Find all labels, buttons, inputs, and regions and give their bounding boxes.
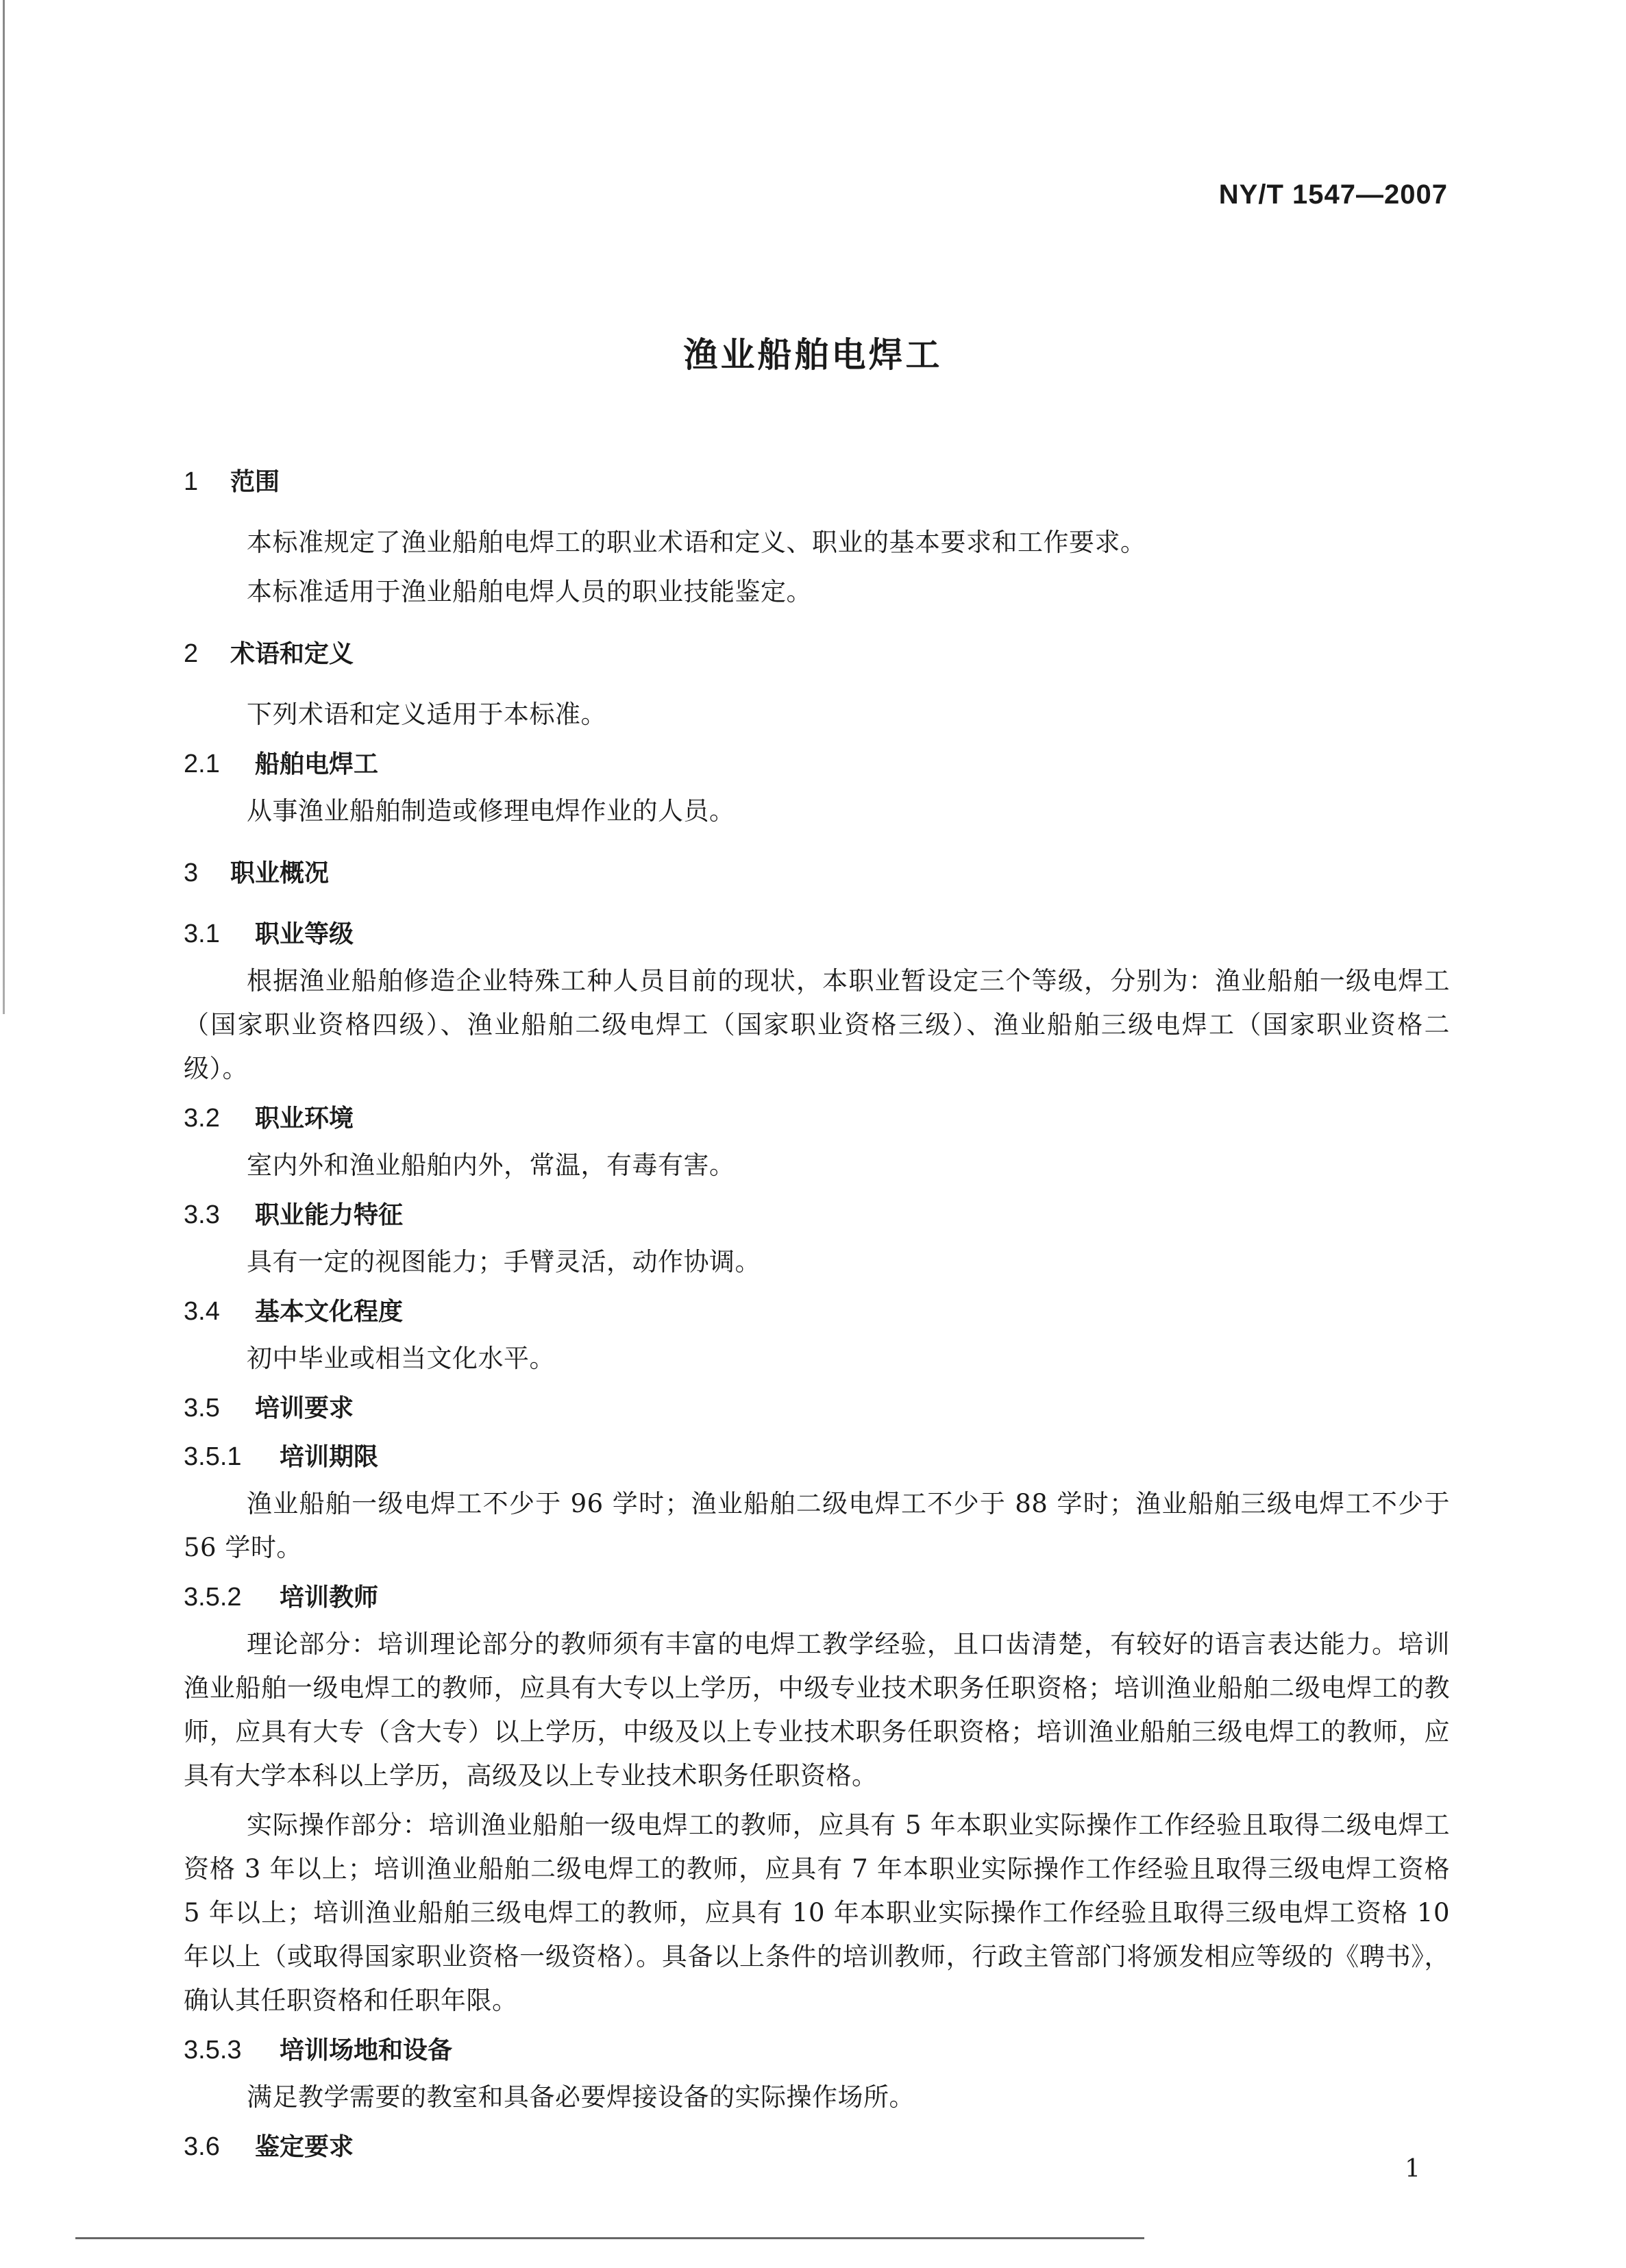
section-heading: [184, 1290, 1450, 1334]
section-title: 船舶电焊工: [255, 750, 379, 778]
section-heading: [184, 1435, 1450, 1479]
bottom-rule: [75, 2237, 1144, 2239]
standard-code: NY/T 1547—2007: [1218, 180, 1448, 210]
section-title: 职业概况: [230, 859, 330, 887]
document-body: [184, 442, 1450, 2172]
section-heading: [184, 851, 1450, 896]
section-title: 基本文化程度: [255, 1298, 404, 1326]
paragraph: 满足教学需要的教室和具备必要焊接设备的实际操作场所。: [247, 2082, 915, 2112]
section-number: 3: [184, 859, 199, 887]
section-number: 3.5.3: [184, 2036, 242, 2064]
paragraph: 根据渔业船舶修造企业特殊工种人员目前的现状，本职业暂设定三个等级，分别为：渔业船舶一级电焊工（国家职业资格四级）、渔业船舶二级电焊工（国家职业资格三级）、渔业船舶三级电焊工（国家职业资格二级）。: [184, 966, 1450, 1083]
section-number: 3.4: [184, 1297, 220, 1326]
section-title: 范围: [230, 468, 280, 496]
section-number: 1: [184, 467, 199, 496]
paragraph: 本标准适用于渔业船舶电焊人员的职业技能鉴定。: [247, 577, 812, 606]
section-number: 3.5.2: [184, 1583, 242, 1612]
section-number: 3.6: [184, 2132, 220, 2161]
page-number: 1: [1405, 2155, 1420, 2183]
scan-edge-artifact: [3, 0, 5, 1014]
paragraph: 理论部分：培训理论部分的教师须有丰富的电焊工教学经验，且口齿清楚，有较好的语言表达能力。培训渔业船舶一级电焊工的教师，应具有大专以上学历，中级专业技术职务任职资格；培训渔业船舶二级电焊工的教师，应具有大专（含大专）以上学历，中级及以上专业技术职务任职资格；培训渔业船舶三级电焊工的教师，应具有大学本科以上学历，高级及以上专业技术职务任职资格。: [184, 1629, 1450, 1790]
section-heading: [184, 632, 1450, 676]
section-number: 2: [184, 639, 199, 668]
paragraph: 从事渔业船舶制造或修理电焊作业的人员。: [247, 796, 735, 826]
section-title: 培训场地和设备: [280, 2036, 453, 2064]
paragraph: 具有一定的视图能力；手臂灵活，动作协调。: [247, 1247, 761, 1277]
section-heading: [184, 1096, 1450, 1141]
section-number: 3.5.1: [184, 1442, 242, 1471]
section-heading: [184, 742, 1450, 787]
section-heading: [184, 1386, 1450, 1431]
section-title: 培训期限: [280, 1443, 379, 1471]
paragraph: 室内外和渔业船舶内外，常温，有毒有害。: [247, 1150, 735, 1180]
section-number: 2.1: [184, 750, 220, 778]
paragraph: 下列术语和定义适用于本标准。: [247, 700, 606, 729]
section-number: 3.2: [184, 1104, 220, 1133]
section-heading: [184, 1193, 1450, 1237]
section-title: 职业能力特征: [255, 1201, 404, 1229]
paragraph: 初中毕业或相当文化水平。: [247, 1344, 555, 1373]
paragraph: 实际操作部分：培训渔业船舶一级电焊工的教师，应具有 5 年本职业实际操作工作经验且取得二级电焊工资格 3 年以上；培训渔业船舶二级电焊工的教师，应具有 7 年本职业实际操作工作经验且取得三级电焊工资格 5 年以上；培训渔业船舶三级电焊工的教师，应具有 10 年本职业实际操作工作经验且取得三级电焊工资格 10 年以上（或取得国家职业资格一级资格）。具备以上条件的培训教师，行政主管部门将颁发相应等级的《聘书》，确认其任职资格和任职年限。: [184, 1810, 1450, 2015]
section-number: 3.1: [184, 920, 220, 948]
section-title: 培训教师: [280, 1583, 379, 1612]
section-heading: [184, 912, 1450, 957]
section-heading: [184, 2125, 1450, 2169]
section-number: 3.5: [184, 1394, 220, 1422]
paragraph: 渔业船舶一级电焊工不少于 96 学时；渔业船舶二级电焊工不少于 88 学时；渔业船舶三级电焊工不少于 56 学时。: [184, 1489, 1450, 1562]
section-heading: [184, 460, 1450, 504]
section-title: 术语和定义: [230, 640, 354, 668]
section-heading: [184, 2028, 1450, 2073]
section-number: 3.3: [184, 1200, 220, 1229]
section-heading: [184, 1575, 1450, 1620]
section-title: 职业等级: [255, 920, 354, 948]
section-title: 培训要求: [255, 1394, 354, 1422]
document-title: 渔业船舶电焊工: [683, 335, 943, 375]
section-title: 鉴定要求: [255, 2133, 354, 2161]
paragraph: 本标准规定了渔业船舶电焊工的职业术语和定义、职业的基本要求和工作要求。: [247, 528, 1146, 557]
section-title: 职业环境: [255, 1105, 354, 1133]
